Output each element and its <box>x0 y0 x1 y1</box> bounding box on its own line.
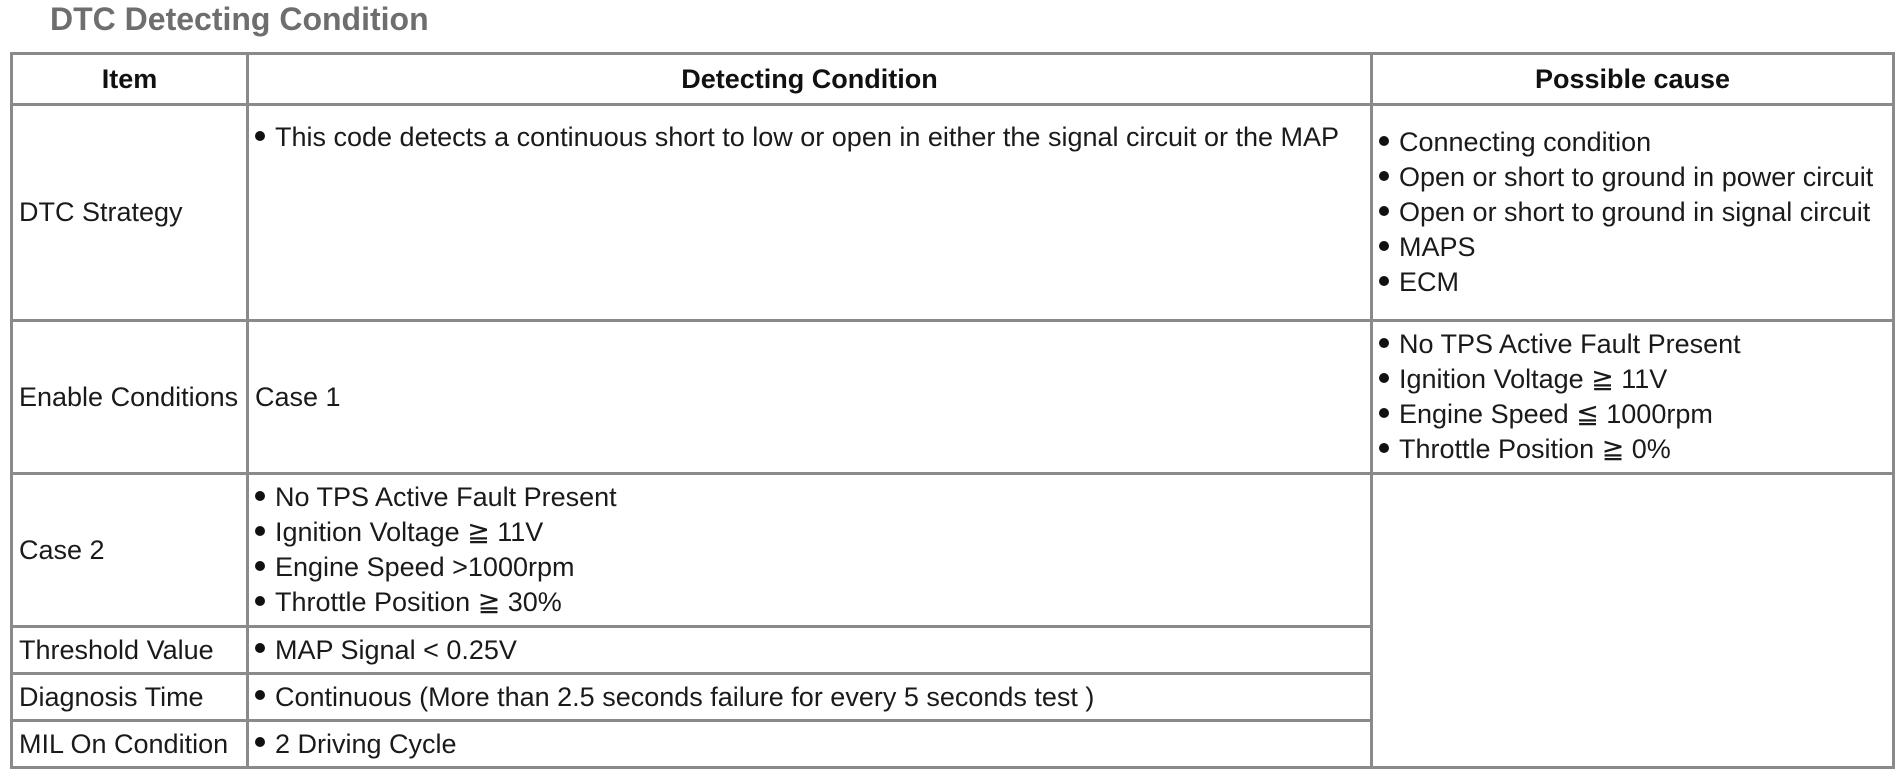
table-row-dtc-strategy <box>12 105 1894 321</box>
condition-cell <box>248 674 1372 721</box>
item-cell: DTC Strategy <box>12 105 248 321</box>
bullet-icon <box>255 131 265 141</box>
bullet-icon <box>255 596 265 606</box>
cause-cell <box>1372 321 1894 474</box>
item-cell: Diagnosis Time <box>12 674 248 721</box>
bullet-icon <box>255 737 265 747</box>
condition-cell <box>248 721 1372 768</box>
condition-cell: Case 1 <box>248 321 1372 474</box>
dtc-table <box>10 52 1895 769</box>
list-item: Throttle Position ≧ 30% <box>255 585 1364 620</box>
bullet-icon <box>1379 373 1389 383</box>
item-cell: Case 2 <box>12 474 248 627</box>
list-item: Open or short to ground in signal circuit <box>1379 195 1886 230</box>
list-item: 2 Driving Cycle <box>255 727 1364 762</box>
header-possible-cause: Possible cause <box>1372 54 1894 105</box>
condition-cell <box>248 105 1372 321</box>
table-header-row <box>12 54 1894 105</box>
list-item: MAP Signal < 0.25V <box>255 633 1364 668</box>
bullet-icon <box>1379 408 1389 418</box>
item-cell: Enable Conditions <box>12 321 248 474</box>
list-item: Open or short to ground in power circuit <box>1379 160 1886 195</box>
list-item: No TPS Active Fault Present <box>1379 327 1886 362</box>
list-item: Engine Speed >1000rpm <box>255 550 1364 585</box>
list-item: This code detects a continuous short to low or open in either the signal circuit or the MAP <box>255 120 1364 155</box>
header-detecting-condition: Detecting Condition <box>248 54 1372 105</box>
bullet-icon <box>1379 338 1389 348</box>
list-item: Throttle Position ≧ 0% <box>1379 432 1886 467</box>
table-row-enable-conditions <box>12 321 1894 474</box>
cause-cell <box>1372 105 1894 321</box>
header-item: Item <box>12 54 248 105</box>
list-item: Ignition Voltage ≧ 11V <box>1379 362 1886 397</box>
list-item: Engine Speed ≦ 1000rpm <box>1379 397 1886 432</box>
list-item: Continuous (More than 2.5 seconds failure for every 5 seconds test ) <box>255 680 1364 715</box>
condition-cell <box>248 627 1372 674</box>
item-cell: MIL On Condition <box>12 721 248 768</box>
list-item: Connecting condition <box>1379 125 1886 160</box>
bullet-icon <box>255 690 265 700</box>
list-item: No TPS Active Fault Present <box>255 480 1364 515</box>
bullet-icon <box>255 643 265 653</box>
condition-cell <box>248 474 1372 627</box>
empty-cause-cell <box>1372 474 1894 768</box>
list-item: Ignition Voltage ≧ 11V <box>255 515 1364 550</box>
list-item: MAPS <box>1379 230 1886 265</box>
bullet-icon <box>1379 206 1389 216</box>
bullet-icon <box>255 526 265 536</box>
table-row-case-2 <box>12 474 1894 627</box>
page-title: DTC Detecting Condition <box>50 1 429 37</box>
list-item: ECM <box>1379 265 1886 300</box>
bullet-icon <box>1379 171 1389 181</box>
bullet-icon <box>255 491 265 501</box>
item-cell: Threshold Value <box>12 627 248 674</box>
bullet-icon <box>1379 443 1389 453</box>
bullet-icon <box>1379 276 1389 286</box>
bullet-icon <box>1379 136 1389 146</box>
bullet-icon <box>255 561 265 571</box>
bullet-icon <box>1379 241 1389 251</box>
